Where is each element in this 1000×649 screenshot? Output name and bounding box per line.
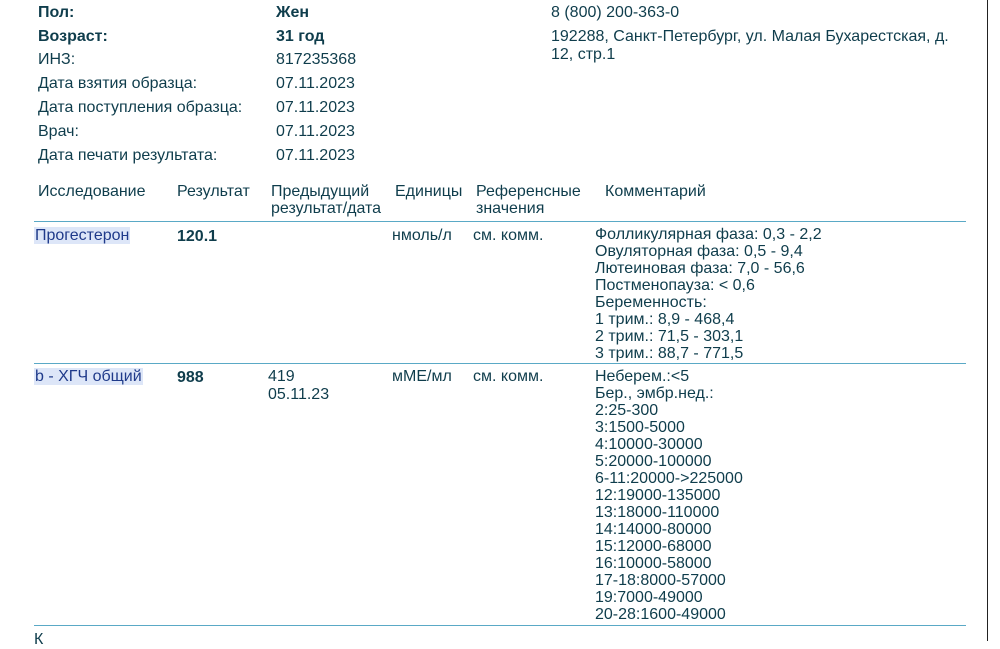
- comment-line: Бер., эмбр.нед.:: [595, 385, 714, 402]
- comment-line: 17-18:8000-57000: [595, 572, 726, 589]
- comment-line: 19:7000-49000: [595, 589, 703, 606]
- reference-value: см. комм.: [473, 227, 544, 244]
- comment-line: 2:25-300: [595, 402, 659, 419]
- column-header-reference: Референсные значения: [476, 183, 581, 217]
- patient-field-value: Жен: [276, 4, 310, 21]
- column-header-result: Результат: [177, 183, 250, 200]
- patient-field-value: 07.11.2023: [276, 99, 355, 116]
- comment-line: Постменопауза: < 0,6: [595, 277, 755, 294]
- table-divider: [34, 221, 966, 222]
- column-header-previous: Предыдущий результат/дата: [271, 183, 382, 217]
- table-divider: [34, 625, 966, 626]
- comment-line: 4:10000-30000: [595, 436, 703, 453]
- patient-field-label: Дата печати результата:: [38, 147, 218, 164]
- comment-block: [595, 368, 743, 623]
- comment-line: 5:20000-100000: [595, 453, 712, 470]
- comment-line: 2 трим.: 71,5 - 303,1: [595, 328, 744, 345]
- patient-field-label: Возраст:: [38, 28, 108, 45]
- comment-line: 14:14000-80000: [595, 521, 712, 538]
- previous-value: 419: [268, 368, 295, 385]
- column-header-test: Исследование: [38, 183, 146, 200]
- comment-line: Неберем.:<5: [595, 368, 690, 385]
- lab-address-line-2: 12, стр.1: [551, 46, 616, 63]
- column-header-comment: Комментарий: [605, 183, 706, 200]
- lab-address-line-1: 192288, Санкт-Петербург, ул. Малая Бухарестская, д.: [551, 28, 949, 45]
- truncated-text: К: [34, 631, 44, 648]
- result-value: 120.1: [177, 228, 218, 245]
- patient-field-value: 07.11.2023: [276, 147, 355, 164]
- patient-field-label: ИНЗ:: [38, 51, 76, 68]
- comment-line: Лютеиновая фаза: 7,0 - 56,6: [595, 260, 805, 277]
- comment-line: 3:1500-5000: [595, 419, 685, 436]
- patient-field-value: 817235368: [276, 51, 357, 68]
- patient-field-label: Дата поступления образца:: [38, 99, 243, 116]
- previous-date: 05.11.23: [268, 386, 330, 403]
- patient-field-value: 31 год: [276, 28, 325, 45]
- units-value: мМЕ/мл: [392, 368, 452, 385]
- patient-field-value: 07.11.2023: [276, 123, 355, 140]
- reference-value: см. комм.: [473, 368, 544, 385]
- table-divider: [34, 363, 966, 364]
- result-value: 988: [177, 369, 204, 386]
- comment-line: Фолликулярная фаза: 0,3 - 2,2: [595, 226, 822, 243]
- comment-line: Овуляторная фаза: 0,5 - 9,4: [595, 243, 803, 260]
- comment-line: Беременность:: [595, 294, 707, 311]
- comment-line: 15:12000-68000: [595, 538, 712, 555]
- comment-line: 1 трим.: 8,9 - 468,4: [595, 311, 735, 328]
- comment-line: 12:19000-135000: [595, 487, 721, 504]
- comment-line: 20-28:1600-49000: [595, 606, 726, 623]
- test-name[interactable]: Прогестерон: [35, 227, 130, 244]
- column-header-units: Единицы: [395, 183, 463, 200]
- comment-block: [595, 226, 822, 362]
- units-value: нмоль/л: [392, 227, 452, 244]
- patient-field-label: Врач:: [38, 123, 79, 140]
- test-name[interactable]: b - ХГЧ общий: [35, 368, 142, 385]
- page-edge: [987, 0, 988, 641]
- comment-line: 16:10000-58000: [595, 555, 712, 572]
- comment-line: 3 трим.: 88,7 - 771,5: [595, 345, 744, 362]
- patient-field-value: 07.11.2023: [276, 75, 355, 92]
- patient-field-label: Дата взятия образца:: [38, 75, 198, 92]
- comment-line: 6-11:20000->225000: [595, 470, 743, 487]
- lab-phone: 8 (800) 200-363-0: [551, 4, 680, 21]
- patient-field-label: Пол:: [38, 4, 75, 21]
- comment-line: 13:18000-110000: [595, 504, 720, 521]
